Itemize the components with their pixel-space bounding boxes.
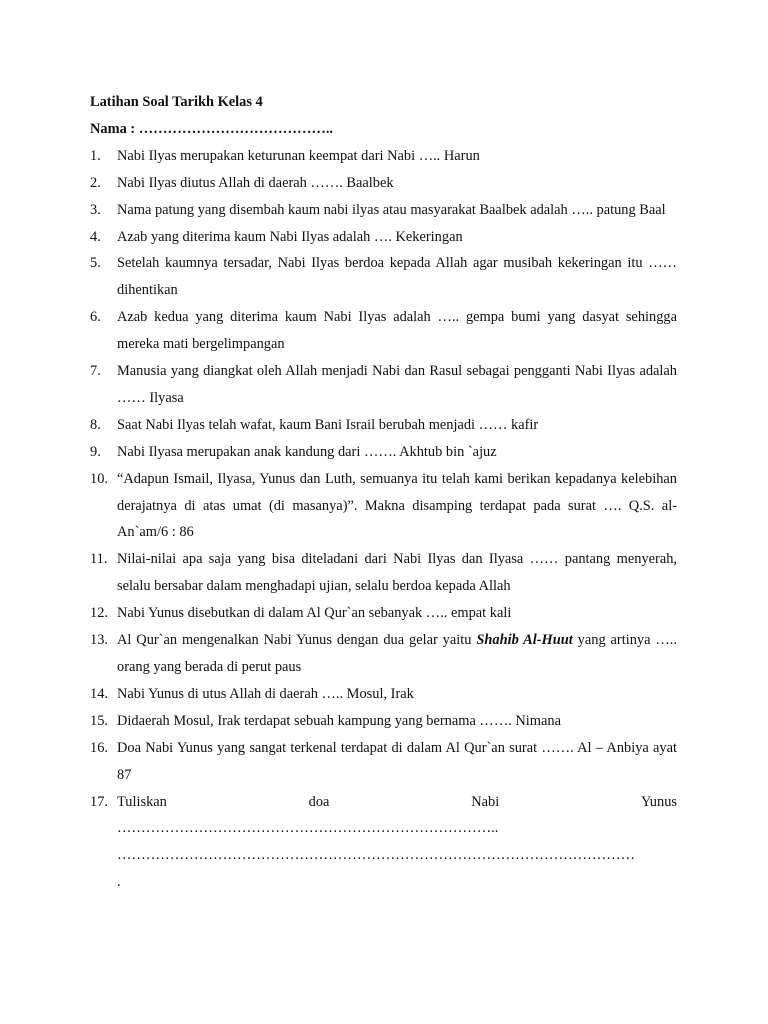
question-text: “Adapun Ismail, Ilyasa, Yunus dan Luth, semuanya itu telah kami berikan kepadanya kelebihan derajatnya di atas umat (di masanya)”. Makna disamping terdapat pada surat …. Q.S. al-An`am/6 : 86 [117, 470, 677, 541]
question-item [90, 170, 677, 197]
prompt-word: Tuliskan [117, 793, 167, 810]
question-item [90, 708, 677, 735]
question-item [90, 304, 677, 358]
name-field-label: Nama : ………………………………….. [90, 120, 334, 137]
question-text-before: Al Qur`an mengenalkan Nabi Yunus dengan dua gelar yaitu [117, 632, 477, 649]
question-number: 13. [90, 632, 108, 649]
question-number: 3. [90, 201, 101, 218]
prompt-word: Nabi [471, 793, 500, 810]
question-number: 1. [90, 147, 101, 164]
question-text: Nilai-nilai apa saja yang bisa diteladani dari Nabi Ilyas dan Ilyasa …… pantang menyerah, selalu bersabar dalam menghadapi ujian, selalu berdoa kepada Allah [117, 551, 677, 595]
question-text-after: yang artinya ….. orang yang berada di perut paus [117, 632, 678, 675]
question-text: Azab yang diterima kaum Nabi Ilyas adalah …. Kekeringan [117, 228, 463, 245]
question-text: Nabi Ilyas merupakan keturunan keempat dari Nabi ….. Harun [117, 147, 480, 164]
question-number: 7. [90, 363, 101, 380]
question-text: Setelah kaumnya tersadar, Nabi Ilyas berdoa kepada Allah agar musibah kekeringan itu …… dihentikan [117, 255, 677, 299]
question-text: Nama patung yang disembah kaum nabi ilyas atau masyarakat Baalbek adalah ….. patung Baal [117, 201, 666, 218]
question-number: 10. [90, 470, 108, 487]
answer-line: . [117, 874, 121, 891]
question-item [90, 546, 677, 600]
prompt-word: Yunus [641, 793, 677, 810]
question-number: 14. [90, 685, 108, 702]
justified-prompt [117, 789, 677, 816]
page-title: Latihan Soal Tarikh Kelas 4 [90, 94, 263, 110]
question-number: 12. [90, 605, 108, 622]
question-text: Azab kedua yang diterima kaum Nabi Ilyas adalah ….. gempa bumi yang dasyat sehingga mereka mati bergelimpangan [117, 309, 677, 353]
question-item [90, 250, 677, 304]
question-text: Didaerah Mosul, Irak terdapat sebuah kampung yang bernama ……. Nimana [117, 712, 561, 729]
question-text: Manusia yang diangkat oleh Allah menjadi Nabi dan Rasul sebagai pengganti Nabi Ilyas adalah …… Ilyasa [117, 363, 677, 406]
question-item [90, 197, 677, 224]
answer-line: …………………………………………………………………….. [117, 820, 499, 837]
question-item [90, 627, 677, 681]
emphasis-term: Shahib Al-Huut [476, 632, 573, 649]
question-text: Nabi Ilyasa merupakan anak kandung dari ……. Akhtub bin `ajuz [117, 443, 497, 460]
question-item [90, 735, 677, 789]
question-item [90, 224, 677, 251]
question-number: 11. [90, 551, 108, 568]
question-text: Nabi Yunus di utus Allah di daerah ….. Mosul, Irak [117, 685, 414, 702]
question-item [90, 466, 677, 547]
document-content [90, 89, 677, 896]
question-number: 15. [90, 712, 108, 729]
question-number: 9. [90, 443, 101, 460]
question-text: Saat Nabi Ilyas telah wafat, kaum Bani Israil berubah menjadi …… kafir [117, 416, 539, 433]
question-item [90, 412, 677, 439]
question-number: 5. [90, 255, 101, 272]
question-number: 17. [90, 793, 108, 810]
question-number: 16. [90, 739, 108, 756]
answer-line: ……………………………………………………………………………………………… [117, 847, 636, 864]
prompt-word: doa [308, 793, 330, 810]
question-list [90, 143, 677, 896]
question-item [90, 143, 677, 170]
question-text: Nabi Ilyas diutus Allah di daerah ……. Baalbek [117, 174, 394, 191]
question-number: 4. [90, 228, 101, 245]
question-item [90, 358, 677, 412]
question-item [90, 439, 677, 466]
question-number: 8. [90, 416, 101, 433]
question-number: 2. [90, 174, 101, 191]
question-item [90, 600, 677, 627]
question-text: Doa Nabi Yunus yang sangat terkenal terdapat di dalam Al Qur`an surat ……. Al – Anbiya ayat 87 [117, 739, 677, 783]
question-number: 6. [90, 309, 101, 326]
question-text: Nabi Yunus disebutkan di dalam Al Qur`an sebanyak ….. empat kali [117, 605, 512, 622]
question-item [90, 681, 677, 708]
question-item [90, 789, 677, 897]
